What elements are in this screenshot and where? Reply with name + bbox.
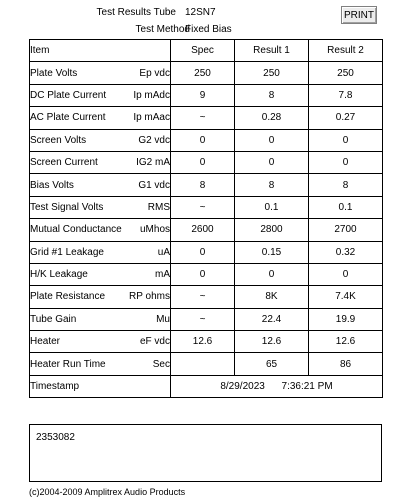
table-row	[30, 129, 383, 151]
row-item-unit: G1 vdc	[138, 179, 170, 191]
method-value: Fixed Bias	[185, 24, 232, 35]
row-item-unit: mA	[155, 269, 170, 281]
table-row	[30, 174, 383, 196]
row-item-cell	[30, 196, 171, 218]
row-spec-value	[171, 353, 235, 375]
row-spec-value: 0	[171, 241, 235, 263]
row-spec-value: ~	[171, 286, 235, 308]
row-item-cell	[30, 353, 171, 375]
row-item-cell	[30, 286, 171, 308]
row-result-2-value: 0	[309, 151, 383, 173]
row-item-name: Grid #1 Leakage	[30, 246, 104, 258]
row-result-2-value: 0	[309, 263, 383, 285]
row-spec-value: 0	[171, 129, 235, 151]
row-result-2-value: 0.27	[309, 107, 383, 129]
results-table	[29, 39, 383, 398]
row-result-2-value: 12.6	[309, 331, 383, 353]
row-result-2-value: 8	[309, 174, 383, 196]
row-item-cell	[30, 62, 171, 84]
row-item-cell	[30, 308, 171, 330]
table-row	[30, 286, 383, 308]
row-item-name: DC Plate Current	[30, 89, 107, 101]
row-spec-value: 0	[171, 151, 235, 173]
row-result-2-value: 2700	[309, 219, 383, 241]
row-result-1-value: 0.28	[235, 107, 309, 129]
row-item-cell	[30, 219, 171, 241]
row-item-name: Screen Volts	[30, 134, 87, 146]
table-row	[30, 196, 383, 218]
row-result-1-value: 8	[235, 84, 309, 106]
row-item-cell	[30, 174, 171, 196]
column-header-item: Item	[30, 40, 171, 62]
row-result-1-value: 0	[235, 151, 309, 173]
column-header-spec: Spec	[171, 40, 235, 62]
row-item-unit: Mu	[156, 313, 170, 325]
table-row	[30, 62, 383, 84]
row-item-unit: uMhos	[139, 224, 170, 236]
row-result-2-value: 7.4K	[309, 286, 383, 308]
table-row	[30, 353, 383, 375]
row-result-1-value: 0	[235, 129, 309, 151]
row-result-1-value: 0.15	[235, 241, 309, 263]
notes-box[interactable]	[29, 424, 382, 482]
row-item-unit: Ip mAdc	[133, 89, 170, 101]
row-item-name: Plate Volts	[30, 67, 78, 79]
table-row	[30, 107, 383, 129]
tube-label: Test Results Tube	[96, 7, 176, 18]
timestamp-row	[30, 375, 383, 397]
table-row	[30, 151, 383, 173]
table-header-row	[30, 40, 383, 62]
column-header-result-1: Result 1	[235, 40, 309, 62]
row-spec-value: 8	[171, 174, 235, 196]
row-item-name: Mutual Conductance	[30, 224, 122, 236]
row-item-unit: RP ohms	[129, 291, 170, 303]
copyright: (c)2004-2009 Amplitrex Audio Products	[29, 487, 186, 497]
table-row	[30, 263, 383, 285]
row-result-1-value: 22.4	[235, 308, 309, 330]
timestamp-value: 8/29/2023 7:36:21 PM	[171, 375, 383, 397]
row-spec-value: 2600	[171, 219, 235, 241]
row-result-2-value: 0	[309, 129, 383, 151]
row-result-2-value: 250	[309, 62, 383, 84]
row-item-cell	[30, 263, 171, 285]
row-result-1-value: 0.1	[235, 196, 309, 218]
row-spec-value: 0	[171, 263, 235, 285]
row-item-unit: Ip mAac	[133, 112, 170, 124]
row-item-name: Test Signal Volts	[30, 201, 104, 213]
row-spec-value: 9	[171, 84, 235, 106]
row-item-name: AC Plate Current	[30, 112, 106, 124]
row-spec-value: 12.6	[171, 331, 235, 353]
row-item-cell	[30, 84, 171, 106]
row-item-name: Screen Current	[30, 157, 98, 169]
row-item-cell	[30, 107, 171, 129]
row-item-name: Plate Resistance	[30, 291, 106, 303]
print-button[interactable]: PRINT	[341, 6, 377, 24]
row-result-2-value: 0.32	[309, 241, 383, 263]
row-result-1-value: 2800	[235, 219, 309, 241]
row-item-cell	[30, 151, 171, 173]
row-item-name: Heater	[30, 336, 61, 348]
table-row	[30, 308, 383, 330]
row-spec-value: ~	[171, 107, 235, 129]
row-result-2-value: 19.9	[309, 308, 383, 330]
timestamp-label: Timestamp	[30, 375, 171, 397]
row-result-1-value: 250	[235, 62, 309, 84]
tube-value: 12SN7	[185, 7, 216, 18]
row-item-name: Heater Run Time	[30, 358, 106, 370]
row-item-cell	[30, 331, 171, 353]
row-item-unit: eF vdc	[139, 336, 170, 348]
notes-text: 2353082	[36, 432, 75, 443]
row-item-unit: IG2 mA	[136, 157, 170, 169]
row-item-name: Tube Gain	[30, 313, 77, 325]
column-header-result-2: Result 2	[309, 40, 383, 62]
row-item-name: H/K Leakage	[30, 269, 88, 281]
row-result-1-value: 0	[235, 263, 309, 285]
row-result-1-value: 12.6	[235, 331, 309, 353]
row-item-unit: Ep vdc	[139, 67, 170, 79]
row-item-cell	[30, 129, 171, 151]
row-result-1-value: 65	[235, 353, 309, 375]
row-item-unit: uA	[157, 246, 170, 258]
row-result-1-value: 8K	[235, 286, 309, 308]
row-spec-value: ~	[171, 196, 235, 218]
row-item-cell	[30, 241, 171, 263]
table-row	[30, 331, 383, 353]
row-result-2-value: 7.8	[309, 84, 383, 106]
row-result-2-value: 0.1	[309, 196, 383, 218]
table-row	[30, 241, 383, 263]
table-row	[30, 219, 383, 241]
table-row	[30, 84, 383, 106]
row-item-name: Bias Volts	[30, 179, 74, 191]
row-item-unit: Sec	[152, 358, 170, 370]
row-result-1-value: 8	[235, 174, 309, 196]
row-item-unit: RMS	[147, 201, 170, 213]
row-result-2-value: 86	[309, 353, 383, 375]
row-spec-value: ~	[171, 308, 235, 330]
method-label: Test Method	[135, 24, 190, 35]
row-item-unit: G2 vdc	[138, 134, 170, 146]
row-spec-value: 250	[171, 62, 235, 84]
